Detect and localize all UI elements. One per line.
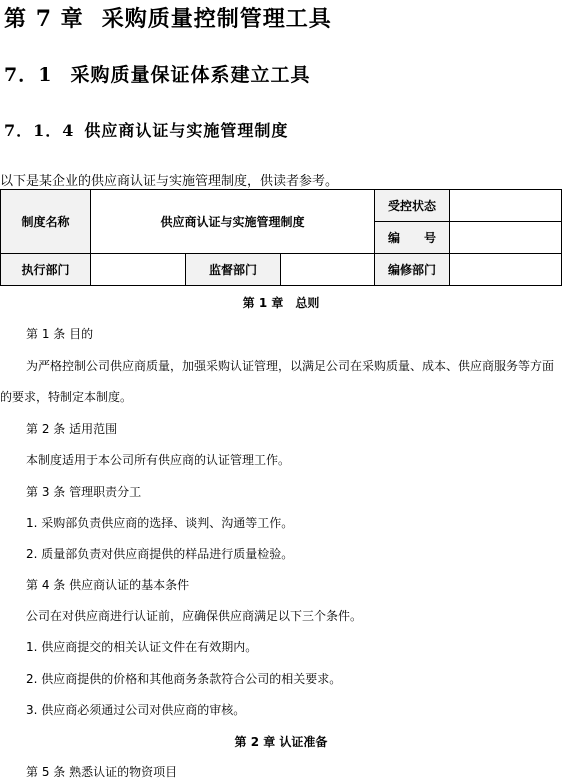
article4-item2: 2. 供应商提供的价格和其他商务条款符合公司的相关要求。 — [26, 672, 342, 686]
section-number: 7．1 — [4, 64, 53, 86]
number-value — [450, 222, 562, 254]
article4-item3: 3. 供应商必须通过公司对供应商的审核。 — [26, 703, 246, 717]
subsection-title: 供应商认证与实施管理制度 — [84, 121, 289, 140]
exec-dept-value — [91, 254, 186, 286]
chapter-number: 7 — [35, 6, 52, 32]
section-heading — [4, 60, 310, 87]
article2-paragraph: 本制度适用于本公司所有供应商的认证管理工作。 — [26, 453, 291, 467]
edit-dept-value — [450, 254, 562, 286]
article3-item2: 2. 质量部负责对供应商提供的样品进行质量检验。 — [26, 547, 294, 561]
subsection-number: 7．1．4 — [4, 121, 75, 140]
article2-title: 第 2 条 适用范围 — [26, 422, 118, 436]
article3-title: 第 3 条 管理职责分工 — [26, 485, 142, 499]
chapter2-title: 第 2 章 认证准备 — [234, 735, 328, 749]
section-title: 采购质量保证体系建立工具 — [70, 64, 311, 86]
exec-dept-label: 执行部门 — [1, 254, 91, 286]
article4-item1: 1. 供应商提交的相关认证文件在有效期内。 — [26, 640, 258, 654]
supervise-dept-label: 监督部门 — [186, 254, 281, 286]
name-label: 制度名称 — [1, 190, 91, 254]
name-value: 供应商认证与实施管理制度 — [91, 190, 375, 254]
article1-paragraph-line2: 的要求，特制定本制度。 — [0, 390, 133, 404]
article5-title: 第 5 条 熟悉认证的物资项目 — [26, 765, 178, 779]
article4-title: 第 4 条 供应商认证的基本条件 — [26, 578, 190, 592]
article3-item1: 1. 采购部负责供应商的选择、谈判、沟通等工作。 — [26, 516, 294, 530]
intro-text: 以下是某企业的供应商认证与实施管理制度，供读者参考。 — [0, 174, 339, 189]
supervise-dept-value — [281, 254, 375, 286]
article4-paragraph: 公司在对供应商进行认证前，应确保供应商满足以下三个条件。 — [26, 609, 363, 623]
edit-dept-label: 编修部门 — [375, 254, 450, 286]
chapter-word: 章 — [60, 6, 84, 32]
chapter-heading — [4, 2, 332, 33]
status-value — [450, 190, 562, 222]
article1-paragraph-line1: 为严格控制公司供应商质量，加强采购认证管理，以满足公司在采购质量、成本、供应商服务等方面 — [26, 359, 555, 373]
status-label: 受控状态 — [375, 190, 450, 222]
chapter1-title: 第 1 章 总则 — [242, 296, 320, 310]
subsection-heading — [4, 118, 288, 141]
regulation-info-table — [0, 189, 562, 286]
number-label: 编 号 — [375, 222, 450, 254]
chapter-prefix: 第 — [4, 6, 28, 32]
chapter-title: 采购质量控制管理工具 — [101, 6, 332, 32]
article1-title: 第 1 条 目的 — [26, 327, 94, 341]
